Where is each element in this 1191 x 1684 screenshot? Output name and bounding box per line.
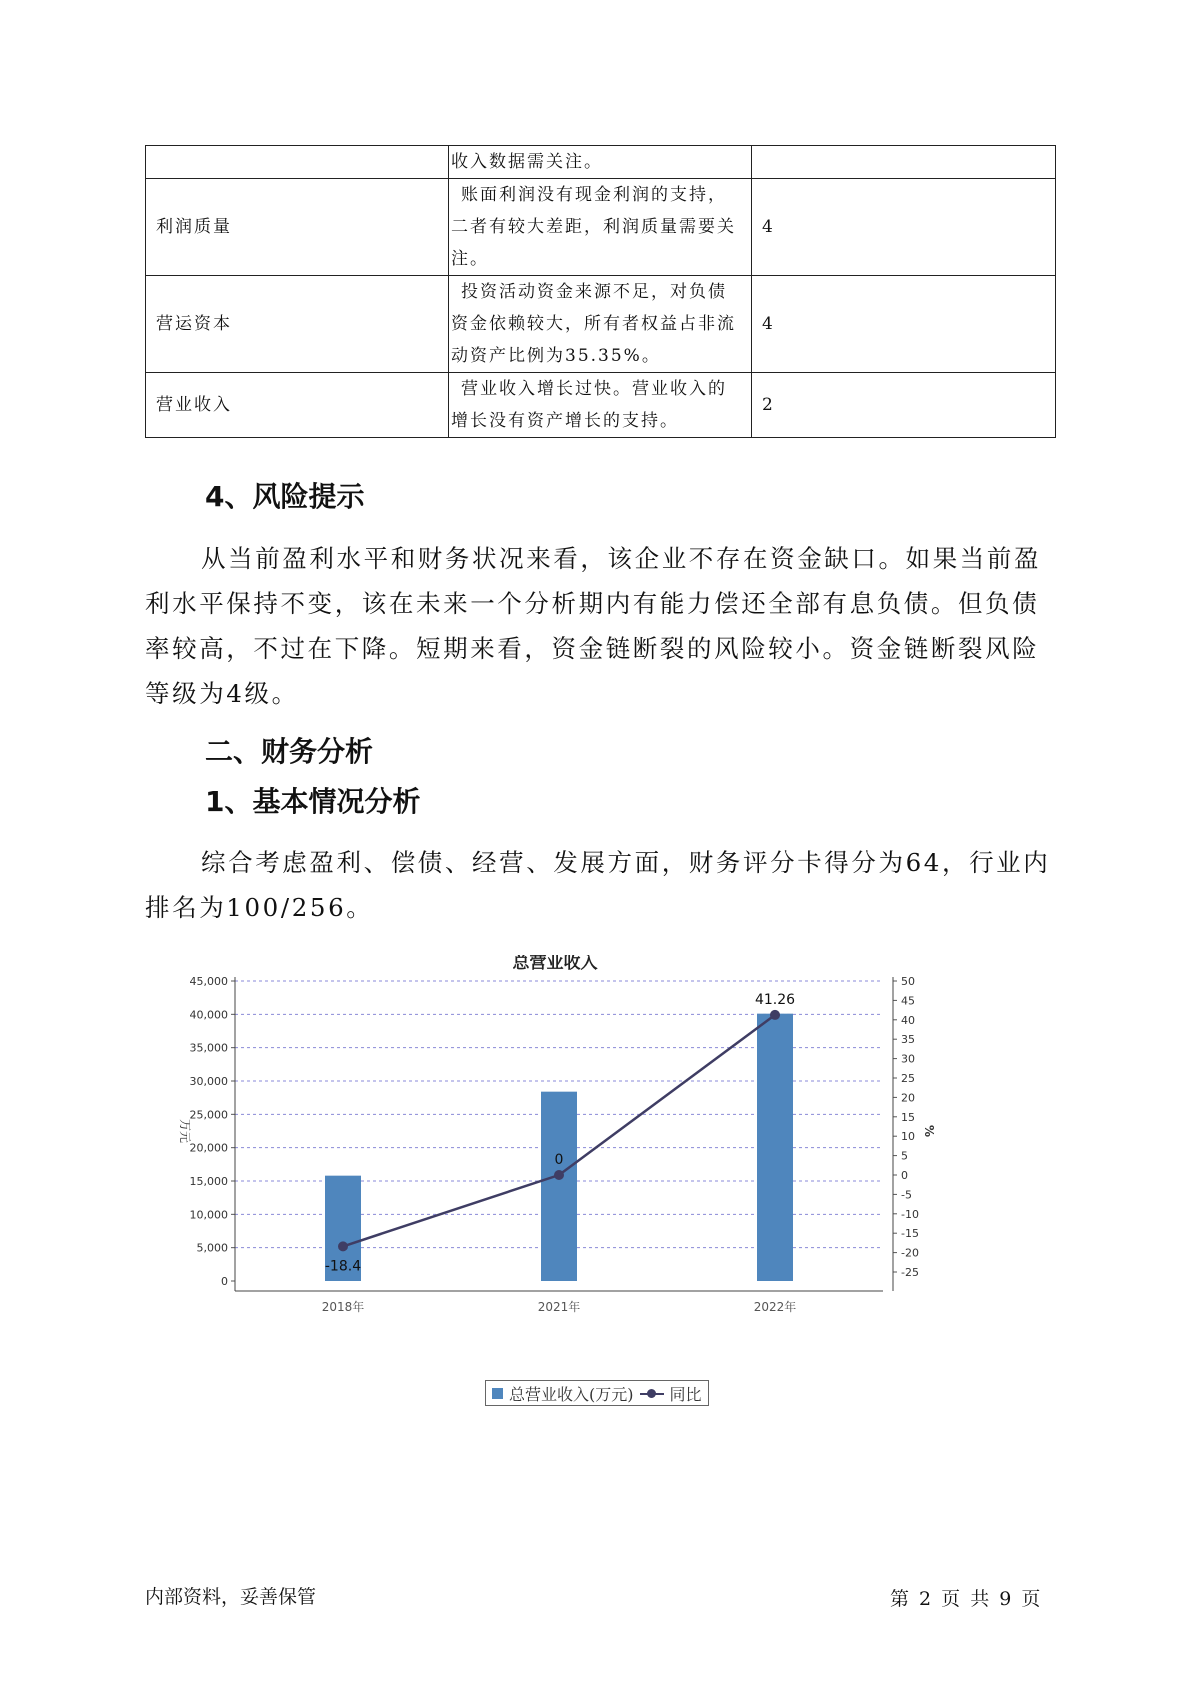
chart-legend	[485, 1380, 709, 1406]
y2-tick-label: 0	[901, 1169, 908, 1182]
table-cell-category: 营业收入	[146, 373, 449, 438]
table-cell-category	[146, 146, 449, 179]
y-tick-label: 35,000	[189, 1041, 228, 1055]
table-cell-category: 营运资本	[146, 276, 449, 373]
x-tick-label: 2018年	[321, 1300, 365, 1314]
footer-confidential: 内部资料，妥善保管	[145, 1586, 317, 1608]
description-line: 二者有较大差距，利润质量需要关	[451, 217, 736, 237]
risk-paragraph: 从当前盈利水平和财务状况来看，该企业不存在资金缺口。如果当前盈利水平保持不变，该在未来一个分析期内有能力偿还全部有息负债。但负债率较高，不过在下降。短期来看，资金链断裂的风险较小。资金链断裂风险等级为4级。	[145, 544, 1042, 708]
y2-tick-label: 10	[901, 1130, 915, 1144]
table-row	[146, 179, 1056, 276]
table-cell-score	[752, 146, 1056, 179]
revenue-chart	[175, 955, 1035, 1420]
y-tick-label: 0	[221, 1275, 228, 1288]
x-tick-label: 2022年	[753, 1300, 797, 1314]
chart-title: 总营业收入	[512, 955, 598, 973]
description-line: 营业收入增长过快。营业收入的	[461, 379, 727, 399]
description-line: 增长没有资产增长的支持。	[451, 411, 679, 431]
y2-tick-label: -10	[901, 1207, 919, 1221]
table-cell-description	[449, 179, 752, 276]
yoy-point	[770, 1010, 780, 1020]
table-cell-score: 4	[752, 179, 1056, 276]
y2-tick-label: 5	[901, 1149, 908, 1163]
y-tick-label: 15,000	[189, 1175, 228, 1188]
yoy-point	[554, 1170, 564, 1180]
legend-line-swatch	[640, 1389, 664, 1398]
table-cell-description	[449, 146, 752, 179]
table-cell-category: 利润质量	[146, 179, 449, 276]
bar	[757, 1014, 793, 1281]
description-line: 账面利润没有现金利润的支持，	[461, 185, 727, 205]
y2-tick-label: 45	[901, 994, 915, 1008]
table-cell-description	[449, 373, 752, 438]
table-row	[146, 276, 1056, 373]
y2-tick-label: -15	[901, 1227, 919, 1241]
revenue-chart-svg	[175, 955, 1035, 1375]
table-row	[146, 146, 1056, 179]
y-tick-label: 25,000	[189, 1108, 228, 1122]
description-line: 投资活动资金来源不足，对负债	[461, 282, 727, 302]
y2-tick-label: -5	[901, 1188, 912, 1202]
y-tick-label: 45,000	[189, 975, 228, 988]
y2-tick-label: -25	[901, 1266, 919, 1279]
y2-axis-label: %	[922, 1124, 936, 1138]
y2-tick-label: 50	[901, 975, 915, 988]
basic-paragraph: 综合考虑盈利、偿债、经营、发展方面，财务评分卡得分为64，行业内排名为100/256。	[145, 848, 1051, 922]
y2-tick-label: 20	[901, 1091, 915, 1105]
yoy-data-label: 41.26	[754, 991, 796, 1008]
y-tick-label: 40,000	[189, 1008, 228, 1022]
y2-tick-label: 35	[901, 1033, 915, 1047]
legend-line-label: 同比	[669, 1384, 702, 1404]
y-axis-label: 万元	[178, 1118, 192, 1144]
y-tick-label: 5,000	[196, 1241, 228, 1255]
legend-bar-label: 总营业收入(万元)	[509, 1384, 634, 1404]
y2-tick-label: 25	[901, 1072, 915, 1085]
risk-table	[145, 145, 1056, 438]
table-cell-description	[449, 276, 752, 373]
y-tick-label: 30,000	[189, 1075, 228, 1088]
footer-page-number: 第 2 页 共 9 页	[890, 1588, 1043, 1610]
section-title-risk: 4、风险提示	[205, 480, 365, 513]
description-line: 注。	[451, 249, 489, 269]
yoy-data-label: 0	[554, 1152, 564, 1168]
yoy-data-label: -18.4	[324, 1258, 362, 1275]
table-cell-score: 2	[752, 373, 1056, 438]
table-row	[146, 373, 1056, 438]
description-line: 资金依赖较大，所有者权益占非流	[451, 314, 736, 334]
bar	[541, 1092, 577, 1281]
description-line: 收入数据需关注。	[451, 152, 603, 172]
y-tick-label: 10,000	[189, 1208, 228, 1222]
table-cell-score: 4	[752, 276, 1056, 373]
y2-tick-label: 15	[901, 1110, 915, 1124]
section-title-finance: 二、财务分析	[205, 735, 374, 768]
section-title-basic: 1、基本情况分析	[205, 785, 421, 818]
y-tick-label: 20,000	[189, 1141, 228, 1155]
y2-tick-label: 40	[901, 1013, 915, 1027]
y2-tick-label: -20	[901, 1246, 919, 1260]
y2-tick-label: 30	[901, 1052, 915, 1066]
x-tick-label: 2021年	[537, 1300, 581, 1314]
yoy-point	[338, 1241, 348, 1251]
description-line: 动资产比例为35.35%。	[451, 346, 661, 366]
legend-bar-swatch	[492, 1388, 503, 1399]
